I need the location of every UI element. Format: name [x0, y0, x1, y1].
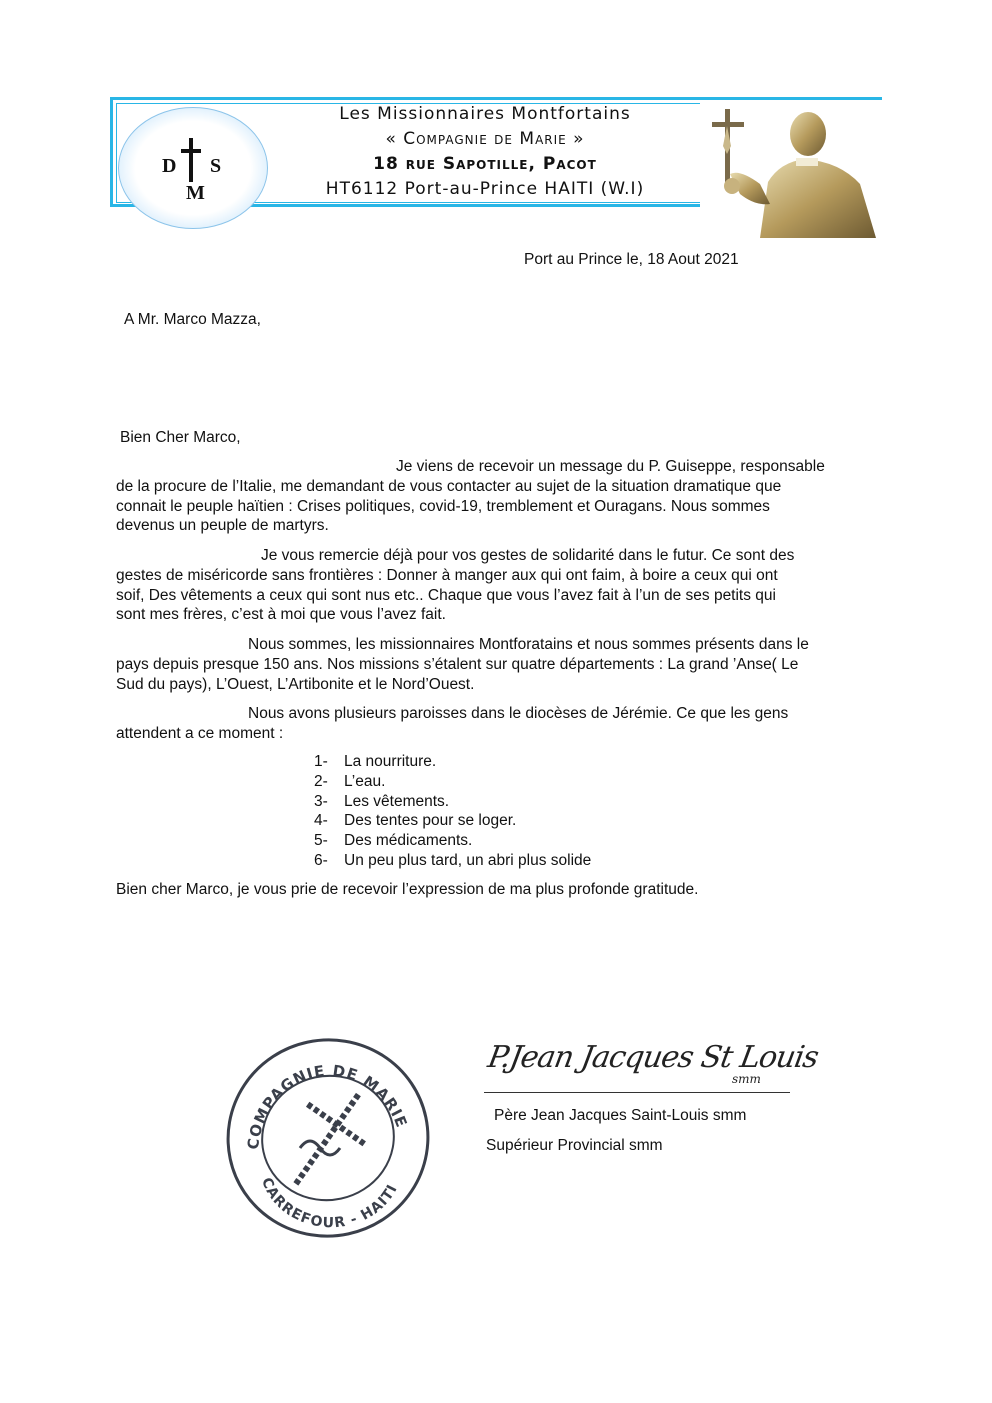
parish-stamp-image: [222, 1030, 434, 1242]
list-item: [314, 811, 591, 831]
letterhead-line-1: Les Missionnaires Montfortains: [339, 104, 631, 124]
list-item-text: La nourriture.: [344, 753, 437, 770]
list-item: [314, 772, 591, 792]
signature-line: [484, 1092, 790, 1093]
paragraph-3: [116, 635, 874, 694]
letterhead-line-4: HT6112 Port-au-Prince HAITI (W.I): [325, 179, 645, 199]
stamp-top-text: COMPAGNIE DE MARIE: [243, 1061, 411, 1151]
recipient-line: A Mr. Marco Mazza,: [124, 311, 261, 328]
emblem-letter-m: M: [186, 182, 205, 204]
list-item: [314, 752, 591, 772]
needs-list: [314, 752, 591, 871]
list-item-text: L’eau.: [344, 772, 386, 790]
list-item-text: Des tentes pour se loger.: [344, 812, 517, 830]
salutation: Bien Cher Marco,: [120, 429, 241, 446]
paragraph-3-lead: Nous sommes, les missionnaires Montforatains et nous sommes présents dans le: [248, 636, 809, 653]
svg-text:P.Jean Jacques St Louis: P.Jean Jacques St Louis: [485, 1040, 821, 1075]
paragraph-3-line-3: Sud du pays), L’Ouest, L’Artibonite et le Nord’Ouest.: [116, 675, 475, 693]
list-item-number: 3-: [314, 792, 328, 810]
list-item: [314, 851, 591, 871]
paragraph-3-line-2: pays depuis presque 150 ans. Nos missions s’étalent sur quatre départements : La grand ’Anse( Le: [116, 655, 799, 673]
paragraph-2: [116, 546, 874, 625]
paragraph-2-line-3: soif, Des vêtements a ceux qui sont nus etc.. Chaque que vous l’avez fait à l’un de ses petits qui: [116, 586, 776, 604]
list-item-number: 1-: [314, 753, 328, 770]
list-item-number: 2-: [314, 772, 328, 790]
paragraph-4: [116, 704, 874, 744]
stamp-bottom-text: CARREFOUR - HAITI: [258, 1175, 401, 1232]
paragraph-4-line-2: attendent a ce moment :: [116, 724, 284, 742]
paragraph-1-lead: Je viens de recevoir un message du P. Guiseppe, responsable: [396, 458, 825, 475]
letter-date: Port au Prince le, 18 Aout 2021: [524, 251, 739, 268]
handwritten-signature-image: [485, 1025, 821, 1087]
paragraph-2-line-4: sont mes frères, c’est à moi que vous l’avez fait.: [116, 606, 446, 624]
list-item-text: Un peu plus tard, un abri plus solide: [344, 851, 592, 869]
emblem-letter-s: S: [210, 155, 222, 177]
cross-icon: [180, 138, 202, 182]
paragraph-4-lead: Nous avons plusieurs paroisses dans le diocèses de Jérémie. Ce que les gens: [248, 705, 789, 722]
emblem-letter-d: D: [162, 155, 177, 177]
letterhead-line-3: 18 rue Sapotille, Pacot: [373, 154, 597, 174]
svg-text:smm: smm: [732, 1072, 761, 1086]
paragraph-1-line-3: connait le peuple haïtien : Crises politiques, covid-19, tremblement et Ouragans. Nous sommes: [116, 497, 770, 515]
paragraph-1: [116, 457, 874, 536]
list-item-text: Des médicaments.: [344, 832, 473, 850]
list-item-text: Les vêtements.: [344, 792, 450, 810]
letterhead-line-2: « Compagnie de Marie »: [385, 129, 585, 149]
list-item: [314, 792, 591, 812]
list-item-number: 6-: [314, 851, 328, 869]
signatory-name: Père Jean Jacques Saint-Louis smm: [494, 1107, 747, 1124]
signatory-title: Supérieur Provincial smm: [486, 1137, 663, 1154]
paragraph-2-lead: Je vous remercie déjà pour vos gestes de solidarité dans le futur. Ce sont des: [261, 547, 795, 564]
paragraph-1-line-2: de la procure de l’Italie, me demandant de vous contacter au sujet de la situation dramatique que: [116, 477, 782, 495]
list-item: [314, 831, 591, 851]
paragraph-1-line-4: devenus un peuple de martyrs.: [116, 517, 329, 535]
saint-statue-image: [700, 104, 878, 238]
list-item-number: 5-: [314, 832, 328, 850]
list-item-number: 4-: [314, 812, 328, 830]
paragraph-2-line-2: gestes de miséricorde sans frontières : Donner à manger aux qui ont faim, à boire a ceux qui ont: [116, 566, 778, 584]
closing-line: Bien cher Marco, je vous prie de recevoir l’expression de ma plus profonde gratitude.: [116, 881, 699, 898]
